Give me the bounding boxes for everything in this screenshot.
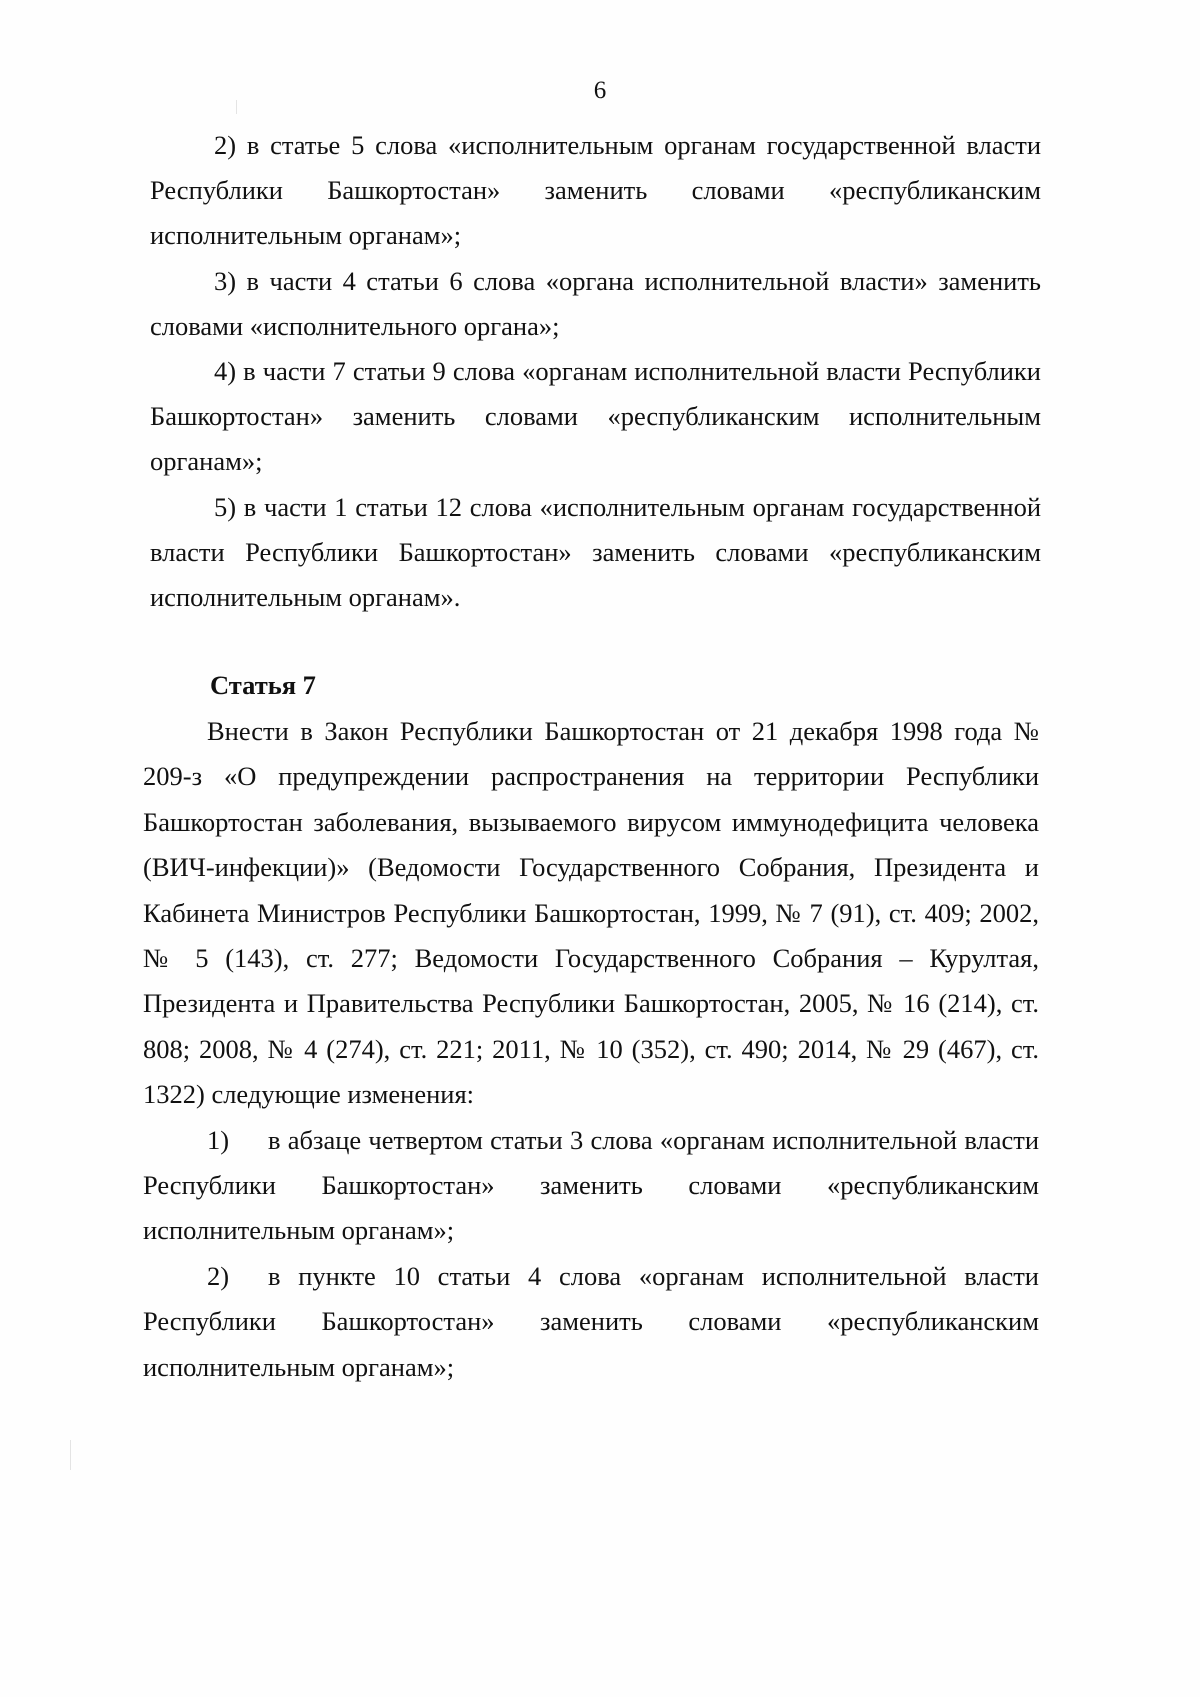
amendment-paragraph: 3) в части 4 статьи 6 слова «органа исполнительной власти» заменить словами «исполнительного органа»; <box>150 265 1041 341</box>
item-number: 1) <box>207 1124 230 1155</box>
article-7-body <box>143 709 1039 1390</box>
item-text: в абзаце четвертом статьи 3 слова «органам исполнительной власти Республики Башкортостан» заменить словами «республиканским исполнительным органам»; <box>143 1124 1039 1246</box>
amendment-paragraph: 2) в статье 5 слова «исполнительным органам государственной власти Республики Башкортостан» заменить словами «республиканским исполнительным органам»; <box>150 130 1041 251</box>
article-heading: Статья 7 <box>210 670 316 700</box>
scan-artifact <box>70 1440 71 1470</box>
page-number: 6 <box>593 77 607 104</box>
item-number: 2) <box>207 1260 230 1291</box>
amendment-paragraph: 4) в части 7 статьи 9 слова «органам исполнительной власти Республики Башкортостан» заменить словами «республиканским исполнительным органам»; <box>150 356 1041 477</box>
amendment-paragraph: 5) в части 1 статьи 12 слова «исполнительным органам государственной власти Республики Башкортостан» заменить словами «республиканским исполнительным органам». <box>150 491 1041 613</box>
item-text: в пункте 10 статьи 4 слова «органам исполнительной власти Республики Башкортостан» заменить словами «республиканским исполнительным органам»; <box>143 1260 1039 1382</box>
article-item <box>143 1118 1039 1254</box>
article-intro: Внести в Закон Республики Башкортостан от 21 декабря 1998 года № 209-з «О предупреждении распространения на территории Республики Башкортостан заболевания, вызываемого вирусом иммунодефицита человека (ВИЧ-инфекции)» (Ведомости Государственного Собрания, Президента и Кабинета Министров Республики Башкортостан, 1999, № 7 (91), ст. 409; 2002, № 5 (143), ст. 277; Ведомости Государственного Собрания – Курултая, Президента и Правительства Республики Башкортостан, 2005, № 16 (214), ст. 808; 2008, № 4 (274), ст. 221; 2011, № 10 (352), ст. 490; 2014, № 29 (467), ст. 1322) следующие изменения: <box>143 716 1039 1110</box>
amendments-list <box>150 123 1041 620</box>
scan-artifact <box>236 100 237 114</box>
article-item <box>143 1254 1039 1390</box>
